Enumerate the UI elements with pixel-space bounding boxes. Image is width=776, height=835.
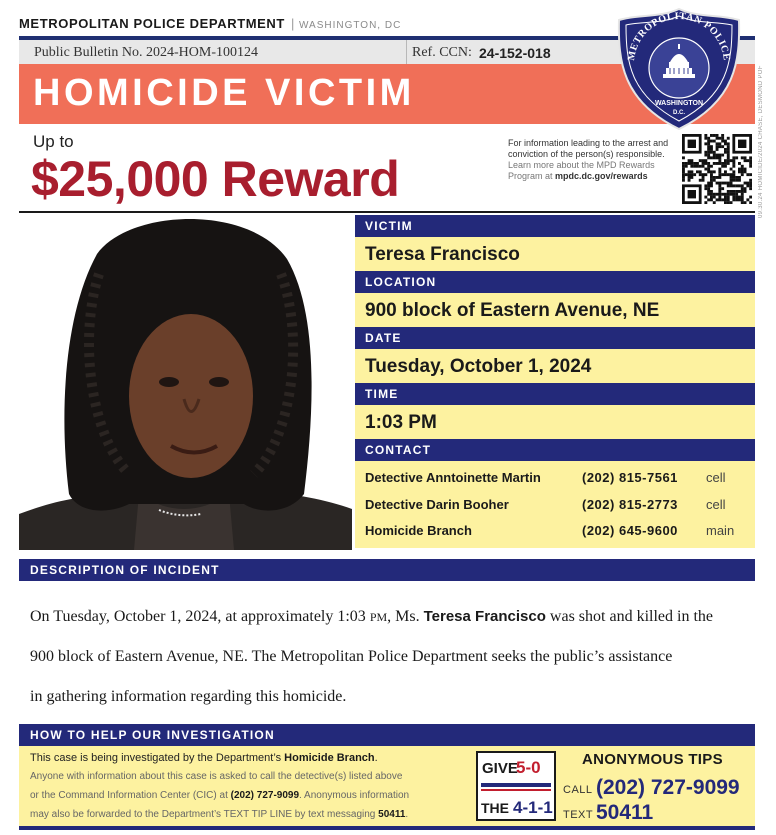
help-text: .	[405, 809, 409, 820]
the-text: THE	[481, 800, 509, 816]
help-text: . Anonymous information	[299, 790, 410, 801]
help-line-2: Anyone with information about this case is asked to call the detective(s) listed above	[30, 771, 403, 782]
bulletin-number: Public Bulletin No. 2024-HOM-100124	[34, 45, 258, 60]
contact-header	[355, 439, 755, 461]
description-text: PM	[369, 610, 388, 624]
department-header	[19, 16, 401, 31]
ref-ccn-label: Ref. CCN:	[412, 45, 472, 60]
section-rule	[19, 211, 755, 213]
reward-info-line1: For information leading to the arrest and conviction of the person(s) responsible.	[508, 138, 669, 159]
contact-phone[interactable]: (202) 645-9600	[582, 523, 678, 538]
date-label: DATE	[365, 331, 402, 345]
call-label: CALL	[563, 784, 593, 796]
contact-label: CONTACT	[365, 443, 432, 457]
badge-bottom-text: WASHINGTON	[654, 100, 704, 107]
date-value: Tuesday, October 1, 2024	[365, 356, 592, 377]
description-text: On Tuesday, October 1, 2024, at approximately 1:03	[30, 608, 366, 625]
reward-upto: Up to	[33, 132, 74, 151]
page-title: HOMICIDE VICTIM	[33, 72, 415, 114]
description-line-2: 900 block of Eastern Avenue, NE. The Metropolitan Police Department seeks the public’s assistance	[30, 648, 673, 665]
time-value: 1:03 PM	[365, 412, 437, 433]
location-value: 900 block of Eastern Avenue, NE	[365, 300, 660, 321]
description-header	[19, 559, 755, 581]
police-badge-icon	[614, 6, 744, 132]
header-separator: |	[290, 16, 295, 31]
reward-info-line2: Learn more about the MPD Rewards Program at	[508, 160, 655, 181]
help-line-3	[30, 790, 409, 801]
contact-name: Detective Darin Booher	[365, 497, 509, 512]
help-text: or the Command Information Center (CIC) at	[30, 790, 228, 801]
anonymous-tips-title: ANONYMOUS TIPS	[582, 751, 723, 768]
location-header	[355, 271, 755, 293]
date-header	[355, 327, 755, 349]
qr-code-icon[interactable]	[682, 134, 752, 204]
department-name: METROPOLITAN POLICE DEPARTMENT	[19, 16, 285, 31]
victim-name-inline: Teresa Francisco	[423, 608, 546, 625]
badge-top-text: METROPOLITAN POLICE	[625, 10, 732, 62]
description-label: DESCRIPTION OF INCIDENT	[30, 563, 220, 577]
help-text: .	[374, 752, 378, 764]
help-label: HOW TO HELP OUR INVESTIGATION	[30, 728, 275, 742]
give-text: GIVE	[482, 760, 518, 777]
give-50-logo	[476, 751, 556, 821]
cic-phone[interactable]: (202) 727-9099	[230, 790, 300, 801]
ref-ccn-value: 24-152-018	[479, 45, 551, 61]
tip-text-number[interactable]: 50411	[596, 801, 654, 824]
text-label: TEXT	[563, 809, 594, 821]
victim-label: VICTIM	[365, 219, 413, 233]
description-text: , Ms.	[387, 608, 420, 625]
victim-name: Teresa Francisco	[365, 244, 520, 265]
contact-phone-type: main	[706, 523, 735, 538]
victim-header	[355, 215, 755, 237]
the-411-number: 4-1-1	[513, 798, 553, 817]
department-city: WASHINGTON, DC	[298, 20, 402, 31]
contact-phone[interactable]: (202) 815-2773	[582, 497, 678, 512]
help-line-1	[30, 752, 378, 764]
description-line-3: in gathering information regarding this homicide.	[30, 688, 347, 705]
text-tip-code: 50411	[378, 809, 406, 820]
description-text: was shot and killed in the	[549, 608, 713, 625]
homicide-branch-text: Homicide Branch	[284, 752, 375, 764]
contact-phone-type: cell	[706, 470, 726, 485]
bottom-rule	[19, 826, 755, 830]
help-header	[19, 724, 755, 746]
tip-call-number[interactable]: (202) 727-9099	[596, 776, 740, 799]
side-file-note: 09.30.24 HOMICIDE/2024 CHASE, DESMOND POF	[758, 65, 764, 218]
contact-phone[interactable]: (202) 815-7561	[582, 470, 678, 485]
time-label: TIME	[365, 387, 399, 401]
time-header	[355, 383, 755, 405]
help-text: may also be forwarded to the Department’s TEXT TIP LINE by text messaging	[30, 809, 376, 820]
badge-sub-text: D.C.	[673, 110, 685, 116]
reward-info	[508, 138, 678, 182]
give-50-number: 5-0	[516, 758, 541, 777]
victim-photo	[19, 214, 352, 550]
help-line-4	[30, 809, 408, 820]
description-line-1	[30, 608, 713, 626]
reward-amount: $25,000 Reward	[31, 151, 400, 207]
contact-name: Homicide Branch	[365, 523, 472, 538]
reward-url[interactable]: mpdc.dc.gov/rewards	[555, 171, 648, 181]
location-label: LOCATION	[365, 275, 437, 289]
bulletin-divider	[406, 40, 407, 64]
contact-phone-type: cell	[706, 497, 726, 512]
contact-name: Detective Anntoinette Martin	[365, 470, 541, 485]
help-text: This case is being investigated by the Department’s	[30, 752, 282, 764]
